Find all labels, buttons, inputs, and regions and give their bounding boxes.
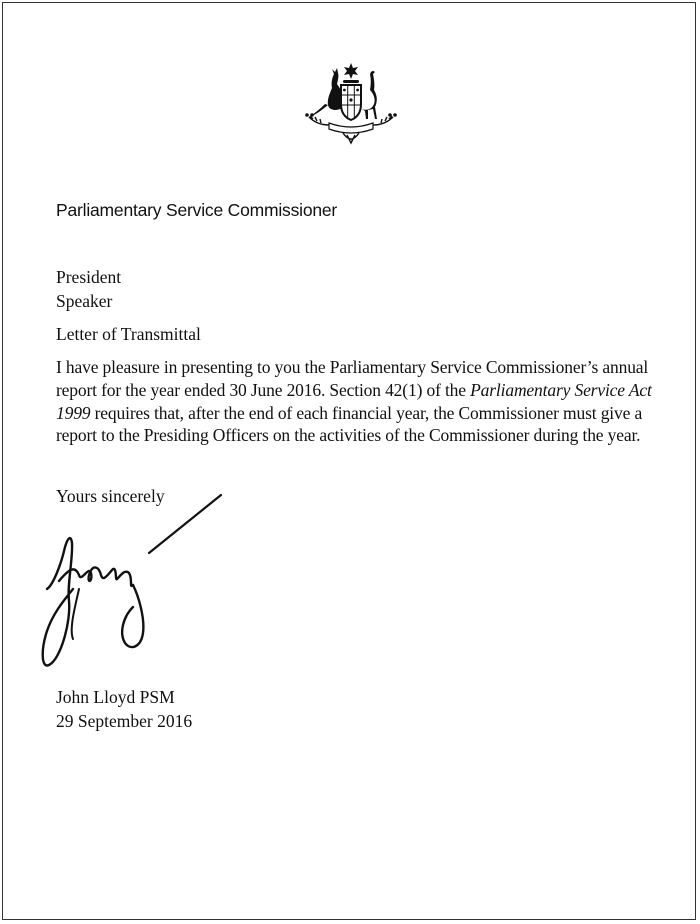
kangaroo-icon	[309, 68, 342, 117]
letter-page	[2, 2, 696, 920]
emu-icon	[362, 71, 377, 119]
commonwealth-star-icon	[344, 63, 358, 79]
addressee-speaker: Speaker	[56, 291, 113, 311]
letter-body	[56, 356, 656, 447]
body-text-part2: requires that, after the end of each financial year, the Commissioner must give a report to the Presiding Officers on the activities of the Commissioner during the year.	[56, 402, 643, 446]
body-text-part1: I have pleasure in presenting to you the Parliamentary Service Commissioner’s annual report for the year ended 30 June 2016. Section 42(1) of the	[56, 357, 649, 400]
coat-of-arms-emblem	[301, 59, 401, 147]
scroll-banner	[329, 123, 373, 133]
signature-date: 29 September 2016	[56, 711, 193, 731]
act-title: Parliamentary Service Act 1999	[56, 379, 652, 423]
handwritten-signature	[39, 489, 239, 679]
addressee-president: President	[56, 267, 122, 287]
signatory-name: John Lloyd PSM	[56, 687, 175, 707]
office-title: Parliamentary Service Commissioner	[56, 200, 338, 220]
closing-salutation: Yours sincerely	[56, 486, 165, 506]
letter-subject: Letter of Transmittal	[56, 324, 201, 344]
